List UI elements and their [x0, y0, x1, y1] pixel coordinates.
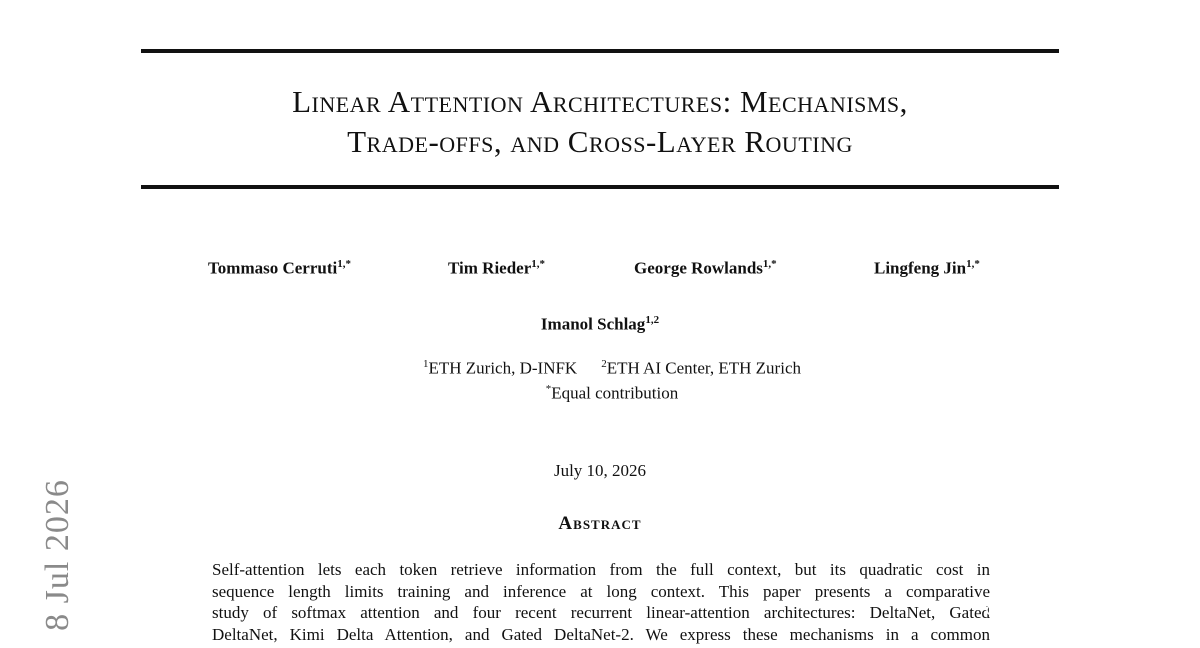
watermark	[985, 588, 1185, 624]
author-5	[0, 314, 1200, 335]
equal-contribution-mark: *	[545, 383, 552, 395]
affiliation-1: ETH Zurich, D-INFK	[428, 358, 578, 378]
affiliation-2: ETH AI Center, ETH Zurich	[606, 358, 801, 378]
author-3	[634, 258, 777, 279]
affil-mark: 1	[422, 358, 429, 370]
arxiv-margin-date: 8 Jul 2026	[39, 479, 76, 631]
affiliations	[0, 358, 1200, 379]
abstract-line: DeltaNet, Kimi Delta Attention, and Gated DeltaNet-2. We express these mechanisms in a common	[212, 624, 990, 644]
author-4	[874, 258, 980, 279]
author-affil-mark: 1,2	[645, 314, 660, 326]
author-name: Tim Rieder	[448, 258, 532, 278]
author-affil-mark: 1,*	[762, 258, 777, 270]
author-name: Lingfeng Jin	[874, 258, 967, 278]
abstract-heading: Abstract	[558, 513, 642, 534]
author-name: Tommaso Cerruti	[208, 258, 338, 278]
author-list	[141, 258, 1059, 284]
equal-contribution-note	[0, 383, 1200, 404]
paper-title	[141, 82, 1059, 162]
author-affil-mark: 1,*	[337, 258, 351, 270]
author-name: Imanol Schlag	[540, 314, 646, 334]
title-top-rule	[141, 49, 1059, 53]
equal-contribution-text: Equal contribution	[551, 383, 679, 403]
weibo-icon	[987, 598, 1009, 617]
author-name: George Rowlands	[634, 258, 763, 278]
author-2	[448, 258, 545, 279]
abstract-line: study of softmax attention and four recent recurrent linear-attention architectures: DeltaNet, Gated	[212, 603, 990, 622]
author-affil-mark: 1,*	[966, 258, 980, 270]
watermark-graphic	[985, 592, 1181, 624]
paper-date: July 10, 2026	[553, 461, 647, 480]
paper-title-line-1: Linear Attention Architectures: Mechanisms,	[292, 84, 908, 119]
arxiv-margin-stamp	[30, 470, 86, 640]
title-bottom-rule	[141, 185, 1059, 189]
author-1	[208, 258, 351, 279]
svg-text:@科技行者: @科技行者	[1013, 596, 1128, 622]
author-affil-mark: 1,*	[531, 258, 546, 270]
affil-mark: 2	[601, 358, 607, 370]
abstract-line: sequence length limits training and inference at long context. This paper presents a comparative	[212, 581, 990, 601]
abstract-body	[212, 559, 990, 645]
abstract-line: Self-attention lets each token retrieve information from the full context, but its quadratic cost in	[212, 560, 990, 579]
paper-title-line-2: Trade-offs, and Cross-Layer Routing	[347, 124, 853, 159]
